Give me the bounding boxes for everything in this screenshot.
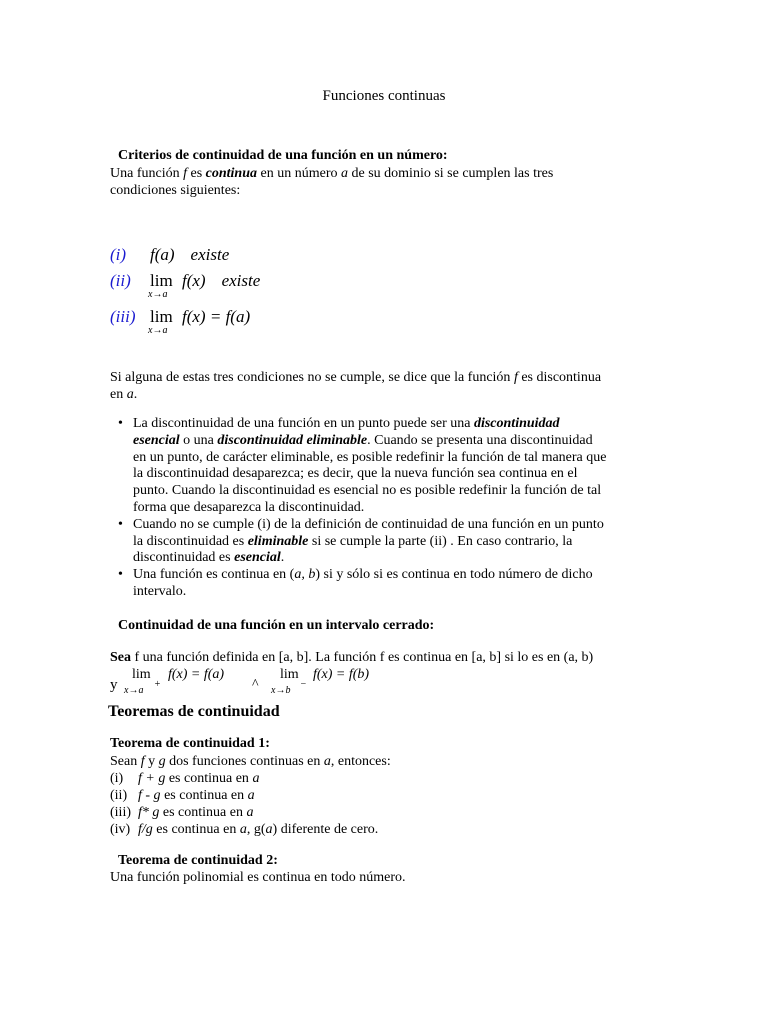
interval-limits: y lim x→a + f(x) = f(a) ^ lim x→b − f(x) = f(b) bbox=[110, 667, 370, 696]
list-item: • La discontinuidad de una función en un punto puede ser una discontinuidad esencial o una discontinuidad eliminable. Cuando se presenta una discontinuidad en un punto, de carácter eliminable, es posible redefinir la función de tal manera que la discontinuidad desaparezca; es decir, que la nueva función sea continua en el punto. Cuando la discontinuidad es esencial no es posible redefinir la función de tal forma que desaparezca la discontinuidad. bbox=[118, 416, 663, 517]
list-item: • Cuando no se cumple (i) de la definición de continuidad de una función en un punto la discontinuidad es eliminable si se cumple la parte (ii) . En caso contrario, la discontinuidad es esencial. bbox=[118, 517, 663, 567]
theorem-1-body: Sean f y g dos funciones continuas en a, entonces: (i) f + g es continua en a (ii) f - g es continua en a (iii) f* g es continua en a (iv) f/g es continua en a, g(a) diferente de cero. bbox=[110, 754, 391, 837]
list-item: • Una función es continua en (a, b) si y sólo si es continua en todo número de dicho intervalo. bbox=[118, 567, 663, 601]
theorem-1-heading: Teorema de continuidad 1: bbox=[110, 736, 270, 751]
discontinuity-paragraph: Si alguna de estas tres condiciones no se cumple, se dice que la función f es discontinua en a. bbox=[110, 370, 602, 402]
section-heading-teoremas: Teoremas de continuidad bbox=[108, 703, 280, 720]
bullet-list bbox=[118, 416, 663, 601]
section-heading-criterios: Criterios de continuidad de una función en un número: bbox=[118, 148, 448, 163]
section-heading-intervalo: Continuidad de una función en un intervalo cerrado: bbox=[118, 618, 435, 633]
condition-2: (ii) lim x→a f(x) existe bbox=[110, 271, 261, 300]
theorem-2-heading: Teorema de continuidad 2: bbox=[118, 853, 278, 868]
condition-3: (iii) lim x→a f(x) = f(a) bbox=[110, 307, 251, 336]
page-title: Funciones continuas bbox=[322, 88, 446, 104]
interval-definition: Sea f una función definida en [a, b]. La función f es continua en [a, b] si lo es en (a, b) bbox=[110, 650, 594, 665]
theorem-2-body: Una función polinomial es continua en todo número. bbox=[110, 870, 406, 885]
condition-1: (i) f(a) existe bbox=[110, 245, 230, 264]
intro-paragraph: Una función f es continua en un número a de su dominio si se cumplen las tres condiciones siguientes: bbox=[110, 166, 554, 198]
